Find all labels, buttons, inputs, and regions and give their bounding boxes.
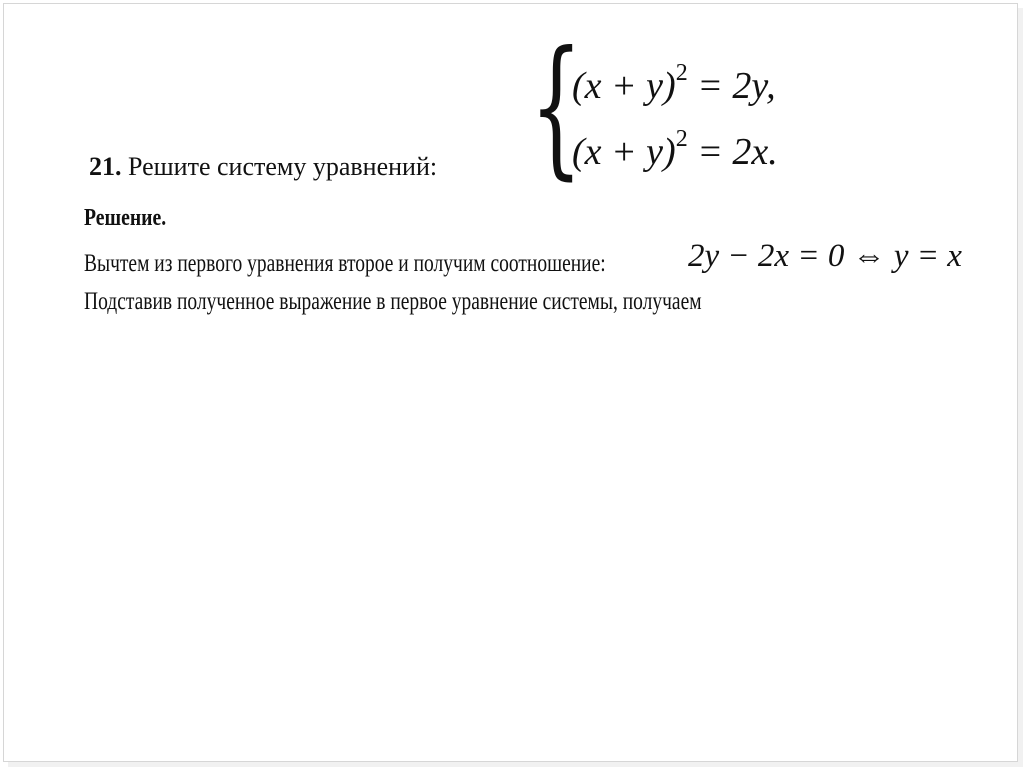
equation-system (530, 20, 820, 194)
solution-line-2: Подставив полученное выражение в первое уравнение системы, получаем (84, 288, 702, 315)
equation-1-rhs: = 2y, (687, 65, 776, 107)
task-statement (89, 152, 437, 182)
solution-heading: Решение. (84, 205, 167, 231)
equation-1-exponent: 2 (675, 60, 688, 86)
equation-1-lhs: (x + y) (572, 65, 676, 107)
equation-2-rhs: = 2x. (687, 131, 778, 173)
equation-2-exponent: 2 (675, 126, 688, 152)
equation-2 (572, 126, 778, 174)
equation-1 (572, 60, 776, 108)
slide (3, 3, 1018, 762)
relation-formula: 2y − 2x = 0 ⇔ y = x (688, 238, 962, 274)
task-number: 21. (89, 152, 122, 181)
left-brace: { (530, 20, 583, 194)
task-text: Решите систему уравнений: (128, 152, 438, 181)
solution-line-1: Вычтем из первого уравнения второе и получим соотношение: (84, 250, 606, 277)
equation-2-lhs: (x + y) (572, 131, 676, 173)
